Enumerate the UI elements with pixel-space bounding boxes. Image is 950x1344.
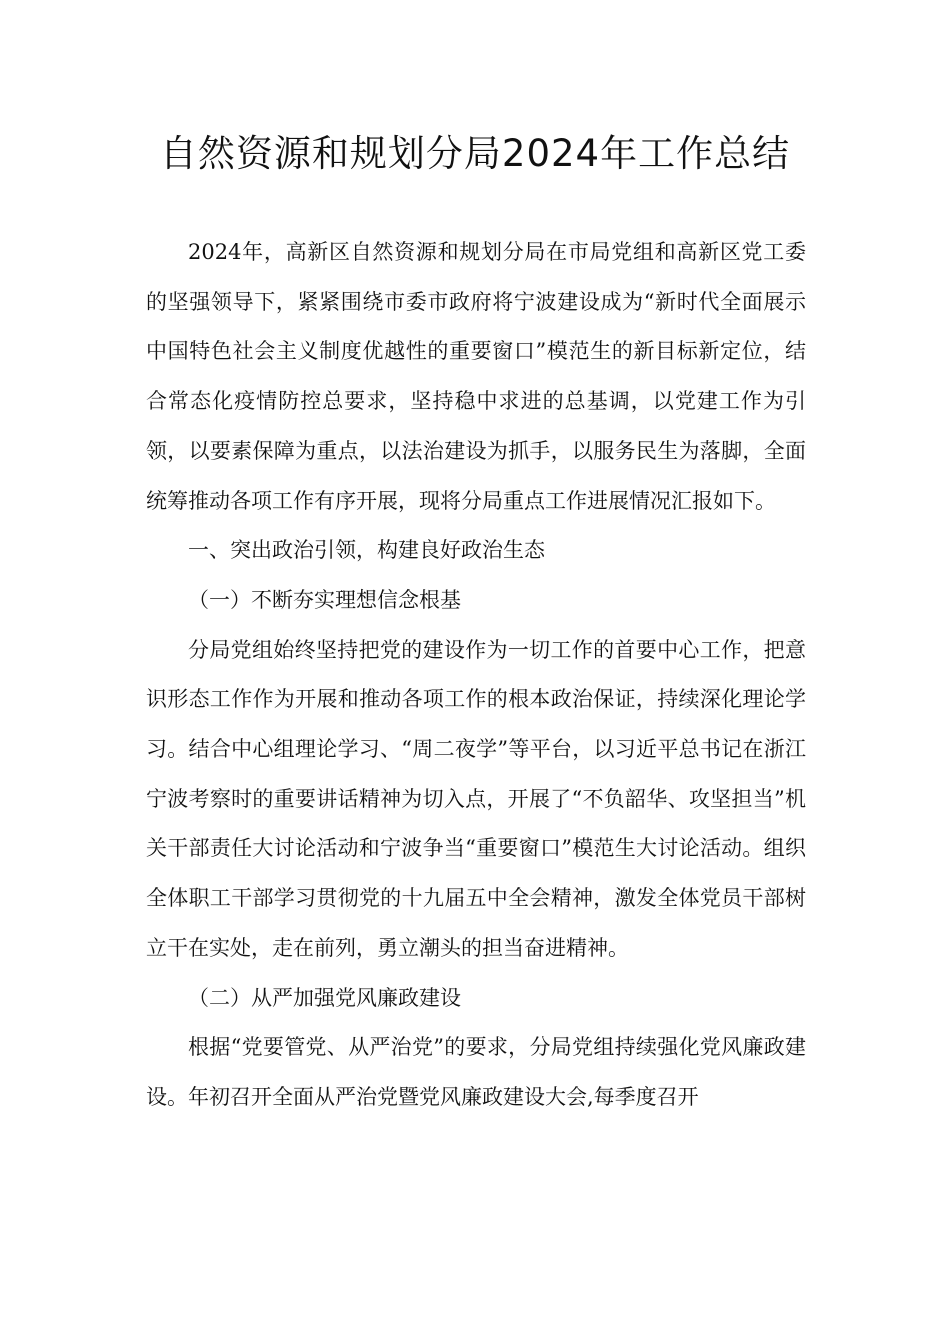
paragraph-party-discipline: 根据“党要管党、从严治党”的要求，分局党组持续强化党风廉政建设。年初召开全面从严治党暨党风廉政建设大会,每季度召开 [146, 1035, 806, 1109]
paragraph-intro: 2024年，高新区自然资源和规划分局在市局党组和高新区党工委的坚强领导下，紧紧围绕市委市政府将宁波建设成为“新时代全面展示中国特色社会主义制度优越性的重要窗口”模范生的新目标新定位，结合常态化疫情防控总要求，坚持稳中求进的总基调，以党建工作为引领，以要素保障为重点，以法治建设为抓手，以服务民生为落脚，全面统筹推动各项工作有序开展，现将分局重点工作进展情况汇报如下。 [146, 240, 806, 513]
document-body [146, 228, 806, 1123]
subsection-heading-2: （二）从严加强党风廉政建设 [188, 985, 461, 1010]
paragraph-theory-study: 分局党组始终坚持把党的建设作为一切工作的首要中心工作，把意识形态工作作为开展和推动各项工作的根本政治保证，持续深化理论学习。结合中心组理论学习、“周二夜学”等平台，以习近平总书记在浙江宁波考察时的重要讲话精神为切入点，开展了“不负韶华、攻坚担当”机关干部责任大讨论活动和宁波争当“重要窗口”模范生大讨论活动。组织全体职工干部学习贯彻党的十九届五中全会精神，激发全体党员干部树立干在实处，走在前列，勇立潮头的担当奋进精神。 [146, 637, 806, 960]
document-title: 自然资源和规划分局2024年工作总结 [159, 132, 791, 175]
section-heading-1: 一、突出政治引领，构建良好政治生态 [188, 538, 545, 563]
subsection-heading-1: （一）不断夯实理想信念根基 [188, 587, 461, 612]
